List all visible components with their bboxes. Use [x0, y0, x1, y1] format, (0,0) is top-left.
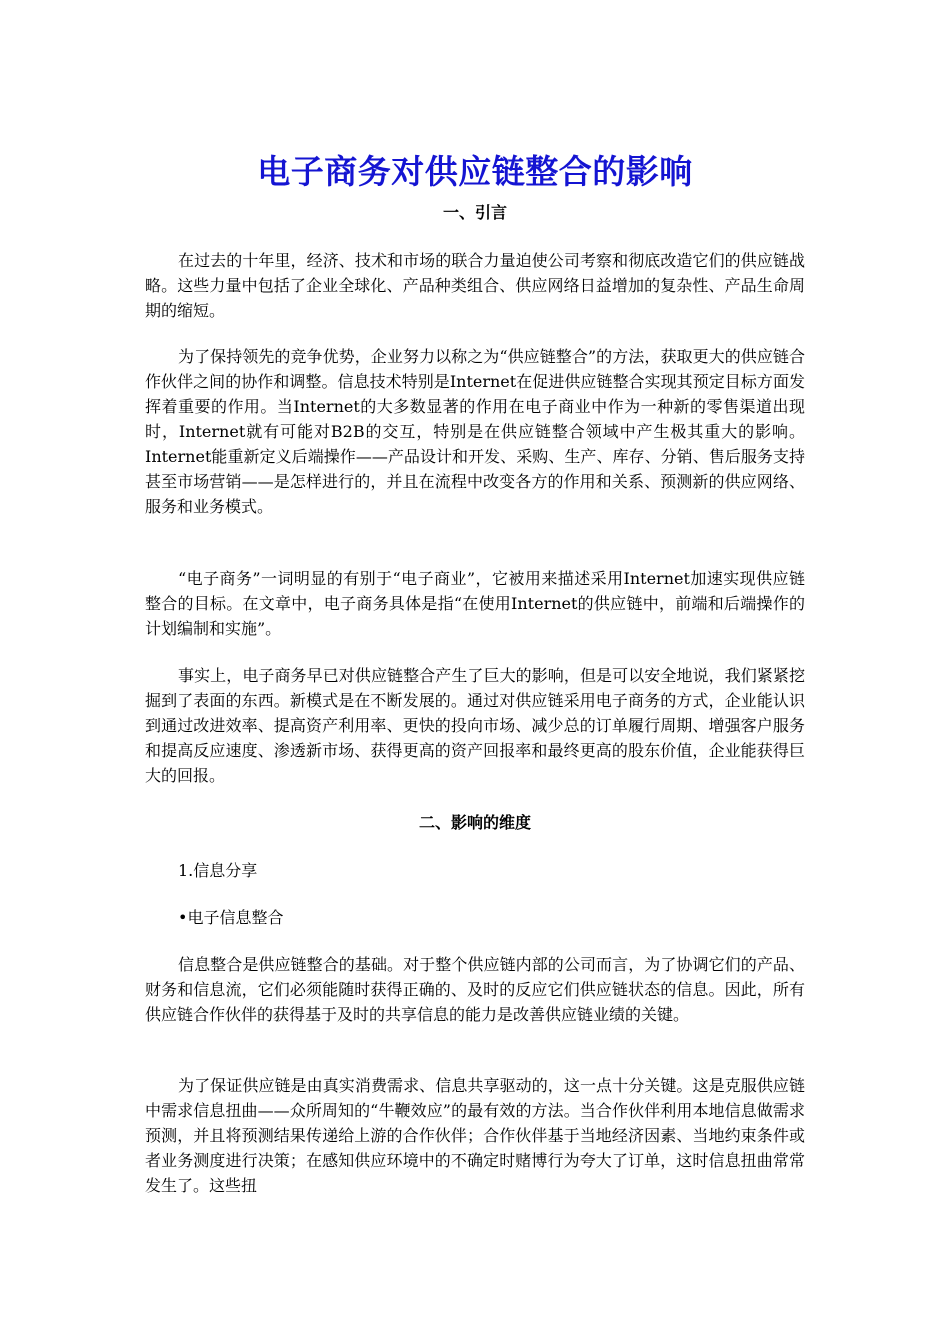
- paragraph-intro-4: 事实上，电子商务早已对供应链整合产生了巨大的影响，但是可以安全地说，我们紧紧挖掘到了表面的东西。新模式是在不断发展的。通过对供应链采用电子商务的方式，企业能认识到通过改进效率、提高资产利用率、更快的投向市场、减少总的订单履行周期、增强客户服务和提高反应速度、渗透新市场、获得更高的资产回报率和最终更高的股东价值，企业能获得巨大的回报。: [145, 666, 805, 785]
- section-heading-introduction: 一、引言: [442, 203, 507, 222]
- paragraph-intro-3: “电子商务”一词明显的有别于“电子商业”，它被用来描述采用Internet加速实现供应链整合的目标。在文章中，电子商务具体是指“在使用Internet的供应链中，前端和后端操作的计划编制和实施”。: [145, 569, 805, 638]
- paragraph-intro-1: 在过去的十年里，经济、技术和市场的联合力量迫使公司考察和彻底改造它们的供应链战略。这些力量中包括了企业全球化、产品种类组合、供应网络日益增加的复杂性、产品生命周期的缩短。: [145, 251, 805, 320]
- section-heading-dimensions: 二、影响的维度: [418, 813, 531, 832]
- paragraph-info-integration-2: 为了保证供应链是由真实消费需求、信息共享驱动的，这一点十分关键。这是克服供应链中需求信息扭曲——众所周知的“牛鞭效应”的最有效的方法。当合作伙伴利用本地信息做需求预测，并且将预测结果传递给上游的合作伙伴；合作伙伴基于当地经济因素、当地约束条件或者业务测度进行决策；在感知供应环境中的不确定时赌博行为夸大了订单，这时信息扭曲常常发生了。这些扭: [145, 1076, 805, 1195]
- document-title: 电子商务对供应链整合的影响: [257, 152, 693, 191]
- paragraph-info-integration-1: 信息整合是供应链整合的基础。对于整个供应链内部的公司而言，为了协调它们的产品、财务和信息流，它们必须能随时获得正确的、及时的反应它们供应链状态的信息。因此，所有供应链合作伙伴的获得基于及时的共享信息的能力是改善供应链业绩的关键。: [145, 955, 805, 1024]
- bullet-electronic-information-integration: •电子信息整合: [178, 908, 284, 927]
- paragraph-intro-2: 为了保持领先的竞争优势，企业努力以称之为“供应链整合”的方法，获取更大的供应链合作伙伴之间的协作和调整。信息技术特别是Internet在促进供应链整合实现其预定目标方面发挥着重要的作用。当Internet的大多数显著的作用在电子商业中作为一种新的零售渠道出现时，Internet就有可能对B2B的交互，特别是在供应链整合领域中产生极其重大的影响。Internet能重新定义后端操作——产品设计和开发、采购、生产、库存、分销、售后服务支持甚至市场营销——是怎样进行的，并且在流程中改变各方的作用和关系、预测新的供应网络、服务和业务模式。: [145, 347, 805, 516]
- subsection-heading-information-sharing: 1.信息分享: [178, 861, 258, 880]
